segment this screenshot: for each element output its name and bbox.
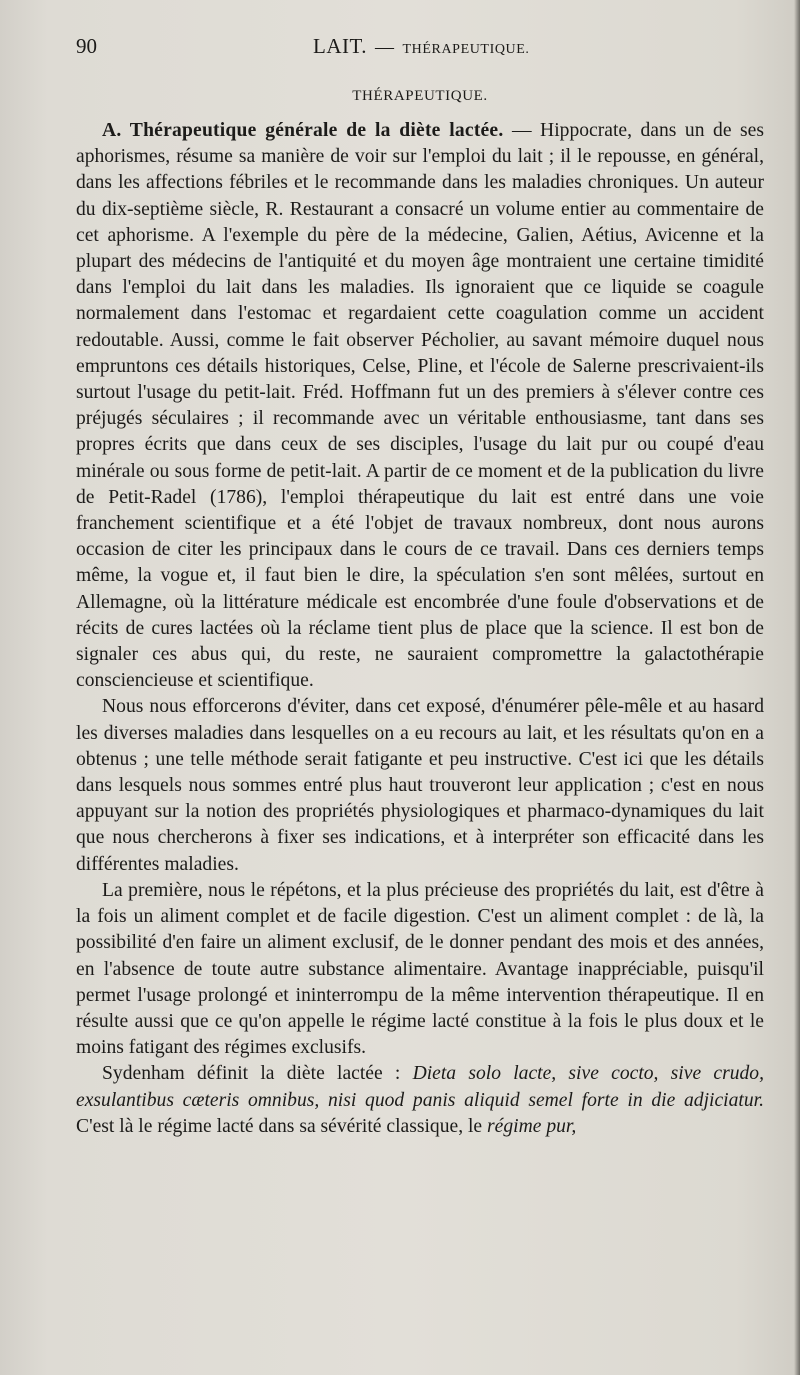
running-head [76, 34, 764, 60]
page-number: 90 [76, 34, 97, 58]
running-title-sub: THÉRAPEUTIQUE. [402, 42, 530, 57]
inline-heading: A. Thérapeutique générale de la diète lactée. [102, 120, 504, 141]
page-edge-shadow [794, 0, 800, 1375]
running-title-dash: — [375, 37, 395, 58]
paragraph-1-text: — Hippocrate, dans un de ses aphorismes, résume sa manière de voir sur l'emploi du lait ; il le repousse, en général, dans les affections fébriles et le recommande dans les maladies chroniques. Un auteur du dix-septième siècle, R. Restaurant a consacré un volume entier au commentaire de cet aphorisme. A l'exemple du père de la médecine, Galien, Aétius, Avicenne et la plupart des médecins de l'antiquité et du moyen âge montraient une certaine timidité dans l'emploi du lait dans les maladies. Ils ignoraient que ce liquide se coagule normalement dans l'estomac et regardaient cette coagulation comme un accident redoutable. Aussi, comme le fait observer Pécholier, au savant mémoire duquel nous empruntons ces détails historiques, Celse, Pline, et l'école de Salerne prescrivaient-ils surtout l'usage du petit-lait. Fréd. Hoffmann fut un des premiers à s'élever contre ces préjugés séculaires ; il recommande avec un véritable enthousiasme, tant dans ses propres écrits que dans ceux de ses disciples, l'usage du lait pur ou coupé d'eau minérale ou sous forme de petit-lait. A partir de ce moment et de la publication du livre de Petit-Radel (1786), l'emploi thérapeutique du lait est entré dans une voie franchement scientifique et a été l'objet de travaux nombreux, dont nous aurons occasion de citer les principaux dans le cours de ce travail. Dans ces derniers temps même, la vogue et, il faut bien le dire, la spéculation s'en sont mêlées, surtout en Allemagne, où la littérature médicale est encombrée d'une foule d'observations et de récits de cures lactées où la réclame tient plus de place que la science. Il est bon de signaler ces abus qui, du reste, ne sauraient compromettre la galactothérapie consciencieuse et scientifique. [76, 120, 764, 692]
paragraph-4-text-middle: C'est là le régime lacté dans sa sévérité classique, le [76, 1115, 488, 1137]
paragraph-2: Nous nous efforcerons d'éviter, dans cet exposé, d'énumérer pêle-mêle et au hasard les diverses maladies dans lesquelles on a eu recours au lait, et les résultats qu'on en a obtenus ; une telle méthode serait fatigante et peu instructive. C'est ici que les détails dans lesquels nous sommes entré plus haut trouveront leur application ; c'est en nous appuyant sur la notion des propriétés physiologiques et pharmaco-dynamiques du lait que nous chercherons à fixer ses indications, et à interpréter son efficacité dans les différentes maladies. [76, 696, 764, 875]
paragraph-4-text-before: Sydenham définit la diète lactée : [102, 1063, 413, 1085]
running-title [313, 34, 530, 59]
paragraph-1 [76, 118, 764, 694]
body-text [76, 118, 764, 1140]
latin-quote: Dieta solo lacte, sive cocto, sive crudo, exsulantibus cæteris omnibus, nisi quod panis aliquid semel forte in die adjiciatur. [76, 1063, 764, 1111]
section-title: THÉRAPEUTIQUE. [352, 88, 488, 104]
running-title-main: LAIT. [313, 34, 368, 58]
paragraph-3: La première, nous le répétons, et la plus précieuse des propriétés du lait, est d'être à la fois un aliment complet et de facile digestion. C'est un aliment complet : de là, la possibilité d'en faire un aliment exclusif, de le donner pendant des mois et des années, en l'absence de toute autre substance alimentaire. Avantage inappréciable, puisqu'il permet l'usage prolongé et ininterrompu de la même intervention thérapeutique. Il en résulte aussi que ce qu'on appelle le régime lacté constitue à la fois le plus doux et le moins fatigant des régimes exclusifs. [76, 879, 764, 1059]
regime-pur-term: régime pur, [487, 1115, 577, 1137]
paragraph-4 [76, 1061, 764, 1140]
